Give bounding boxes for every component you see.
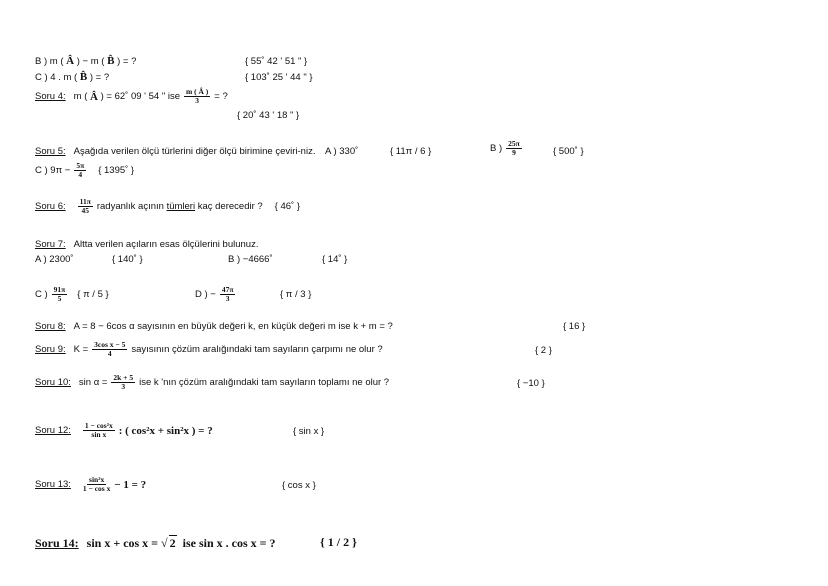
denominator: 3 — [195, 96, 199, 106]
q8-text: A = 8 − 6cos α sayısının en büyük değeri k, en küçük değeri m ise k + m = ? — [73, 321, 393, 332]
angle-b: B̂ — [107, 55, 115, 67]
q9-text: sayısının çözüm aralığındaki tam sayıların çarpımı ne olur ? — [131, 344, 383, 356]
q7-c-label: C ) — [35, 289, 48, 301]
q7-a-answer: { 140˚ } — [112, 254, 143, 265]
q14-answer: { 1 / 2 } — [320, 535, 357, 549]
q10-answer: { −10 } — [517, 378, 545, 389]
q7-c — [35, 286, 109, 304]
fraction — [52, 286, 68, 304]
q13-text: − 1 = ? — [114, 478, 147, 491]
q12-line — [35, 422, 213, 440]
denominator: 45 — [81, 206, 89, 216]
fraction — [74, 162, 86, 180]
q7-b: B ) −4666˚ — [228, 254, 273, 265]
q5-c — [35, 162, 134, 180]
q5-a: A ) 330˚ — [325, 146, 359, 157]
angle-a: Â — [66, 55, 75, 67]
q3-c-text: C ) 4 . m ( — [35, 71, 78, 83]
q7-d — [195, 286, 239, 304]
denominator: 1 − cos x — [82, 484, 111, 494]
fraction — [83, 476, 110, 494]
q6-underlined: tümleri — [166, 201, 196, 213]
q9-pre: K = — [73, 344, 89, 356]
q7-text: Altta verilen açıların esas ölçülerini bulunuz. — [73, 239, 259, 250]
q4-pre: m ( — [73, 91, 88, 103]
q3-b-text: B ) m ( — [35, 55, 64, 67]
q3-c-answer: { 103˚ 25 ' 44 " } — [245, 72, 313, 83]
denominator: sin x — [91, 430, 107, 440]
q10-line — [35, 374, 389, 392]
denominator: 9 — [512, 148, 516, 158]
q5-line — [35, 146, 315, 157]
q3-b-line — [35, 55, 136, 67]
q12-text: : ( cos²x + sin²x ) = ? — [118, 424, 213, 437]
q3-b-answer: { 55˚ 42 ' 51 " } — [245, 56, 308, 67]
q9-line — [35, 341, 383, 359]
q7-d-label: D ) − — [195, 289, 216, 301]
numerator: sin²x — [89, 475, 105, 484]
q4-answer: { 20˚ 43 ' 18 " } — [237, 110, 300, 121]
fraction — [78, 198, 93, 216]
q5-a-answer: { 11π / 6 } — [390, 146, 432, 157]
angle-a: Â — [90, 90, 98, 103]
q9-answer: { 2 } — [535, 345, 552, 356]
q5-c-answer: { 1395˚ } — [98, 165, 135, 177]
fraction — [92, 341, 127, 359]
q7-a: A ) 2300˚ — [35, 254, 74, 265]
question-label: Soru 8: — [35, 321, 66, 332]
q7-c-answer: { π / 5 } — [77, 289, 109, 301]
question-label: Soru 9: — [35, 344, 66, 356]
q3-c-line — [35, 71, 109, 83]
numerator: 2k + 5 — [113, 373, 134, 382]
q3-c-end: ) = ? — [89, 71, 110, 83]
q4-end: = ? — [214, 91, 228, 103]
question-label: Soru 13: — [35, 479, 71, 491]
fraction — [220, 286, 236, 304]
q8-line — [35, 321, 393, 332]
q8-answer: { 16 } — [563, 321, 586, 332]
q14-post: ise sin x . cos x = ? — [182, 535, 276, 550]
radicand: 2 — [169, 536, 176, 550]
fraction — [184, 88, 210, 106]
q13-line — [35, 476, 146, 494]
numerator: 5π — [76, 161, 85, 170]
q14-line — [35, 535, 275, 551]
sqrt-icon: √ — [161, 535, 168, 550]
angle-b: B̂ — [79, 71, 88, 83]
question-label: Soru 10: — [35, 377, 71, 389]
question-label: Soru 5: — [35, 146, 66, 157]
numerator: 25π — [508, 139, 520, 148]
numerator: 1 − cos²x — [84, 421, 113, 430]
fraction — [506, 140, 522, 158]
question-label: Soru 6: — [35, 201, 66, 213]
q5-b-answer: { 500˚ } — [553, 146, 584, 157]
question-label: Soru 4: — [35, 91, 66, 103]
q5-b-label: B ) — [490, 143, 503, 155]
numerator: 91π — [53, 285, 66, 294]
q3-b-end: ) = ? — [117, 55, 137, 67]
q12-answer: { sin x } — [293, 426, 325, 437]
fraction — [83, 422, 115, 440]
q3-b-mid: ) − m ( — [76, 55, 105, 67]
q6-line — [35, 198, 300, 216]
question-label: Soru 7: — [35, 239, 66, 250]
denominator: 3 — [225, 294, 230, 304]
denominator: 4 — [107, 349, 112, 359]
q7-line — [35, 239, 258, 250]
q7-d-answer: { π / 3 } — [280, 289, 312, 300]
numerator: 47π — [221, 285, 234, 294]
q10-text: ise k 'nın çözüm aralığındaki tam sayıların toplamı ne olur ? — [139, 377, 390, 389]
denominator: 5 — [57, 294, 62, 304]
q5-c-label: C ) 9π − — [35, 165, 71, 177]
q6-text2: kaç derecedir ? — [197, 201, 263, 213]
denominator: 4 — [78, 170, 83, 180]
numerator: 11π — [79, 197, 91, 206]
q6-text: radyanlık açının — [96, 201, 164, 213]
q7-b-answer: { 14˚ } — [322, 254, 348, 265]
question-label: Soru 14: — [35, 535, 79, 550]
denominator: 3 — [121, 382, 126, 392]
q5-text: Aşağıda verilen ölçü türlerini diğer ölçü birimine çeviri-niz. — [73, 146, 316, 157]
q13-answer: { cos x } — [282, 480, 316, 491]
q4-line — [35, 88, 228, 106]
numerator: m ( Â ) — [185, 87, 209, 96]
q14-pre: sin x + cos x = — [86, 535, 159, 550]
question-label: Soru 12: — [35, 425, 71, 437]
q4-post: ) = 62˚ 09 ' 54 " ise — [100, 91, 180, 103]
q10-pre: sin α = — [78, 377, 108, 389]
numerator: 3cos x − 5 — [94, 340, 126, 349]
fraction — [111, 374, 135, 392]
q6-answer: { 46˚ } — [274, 201, 301, 213]
q5-b — [490, 140, 526, 158]
